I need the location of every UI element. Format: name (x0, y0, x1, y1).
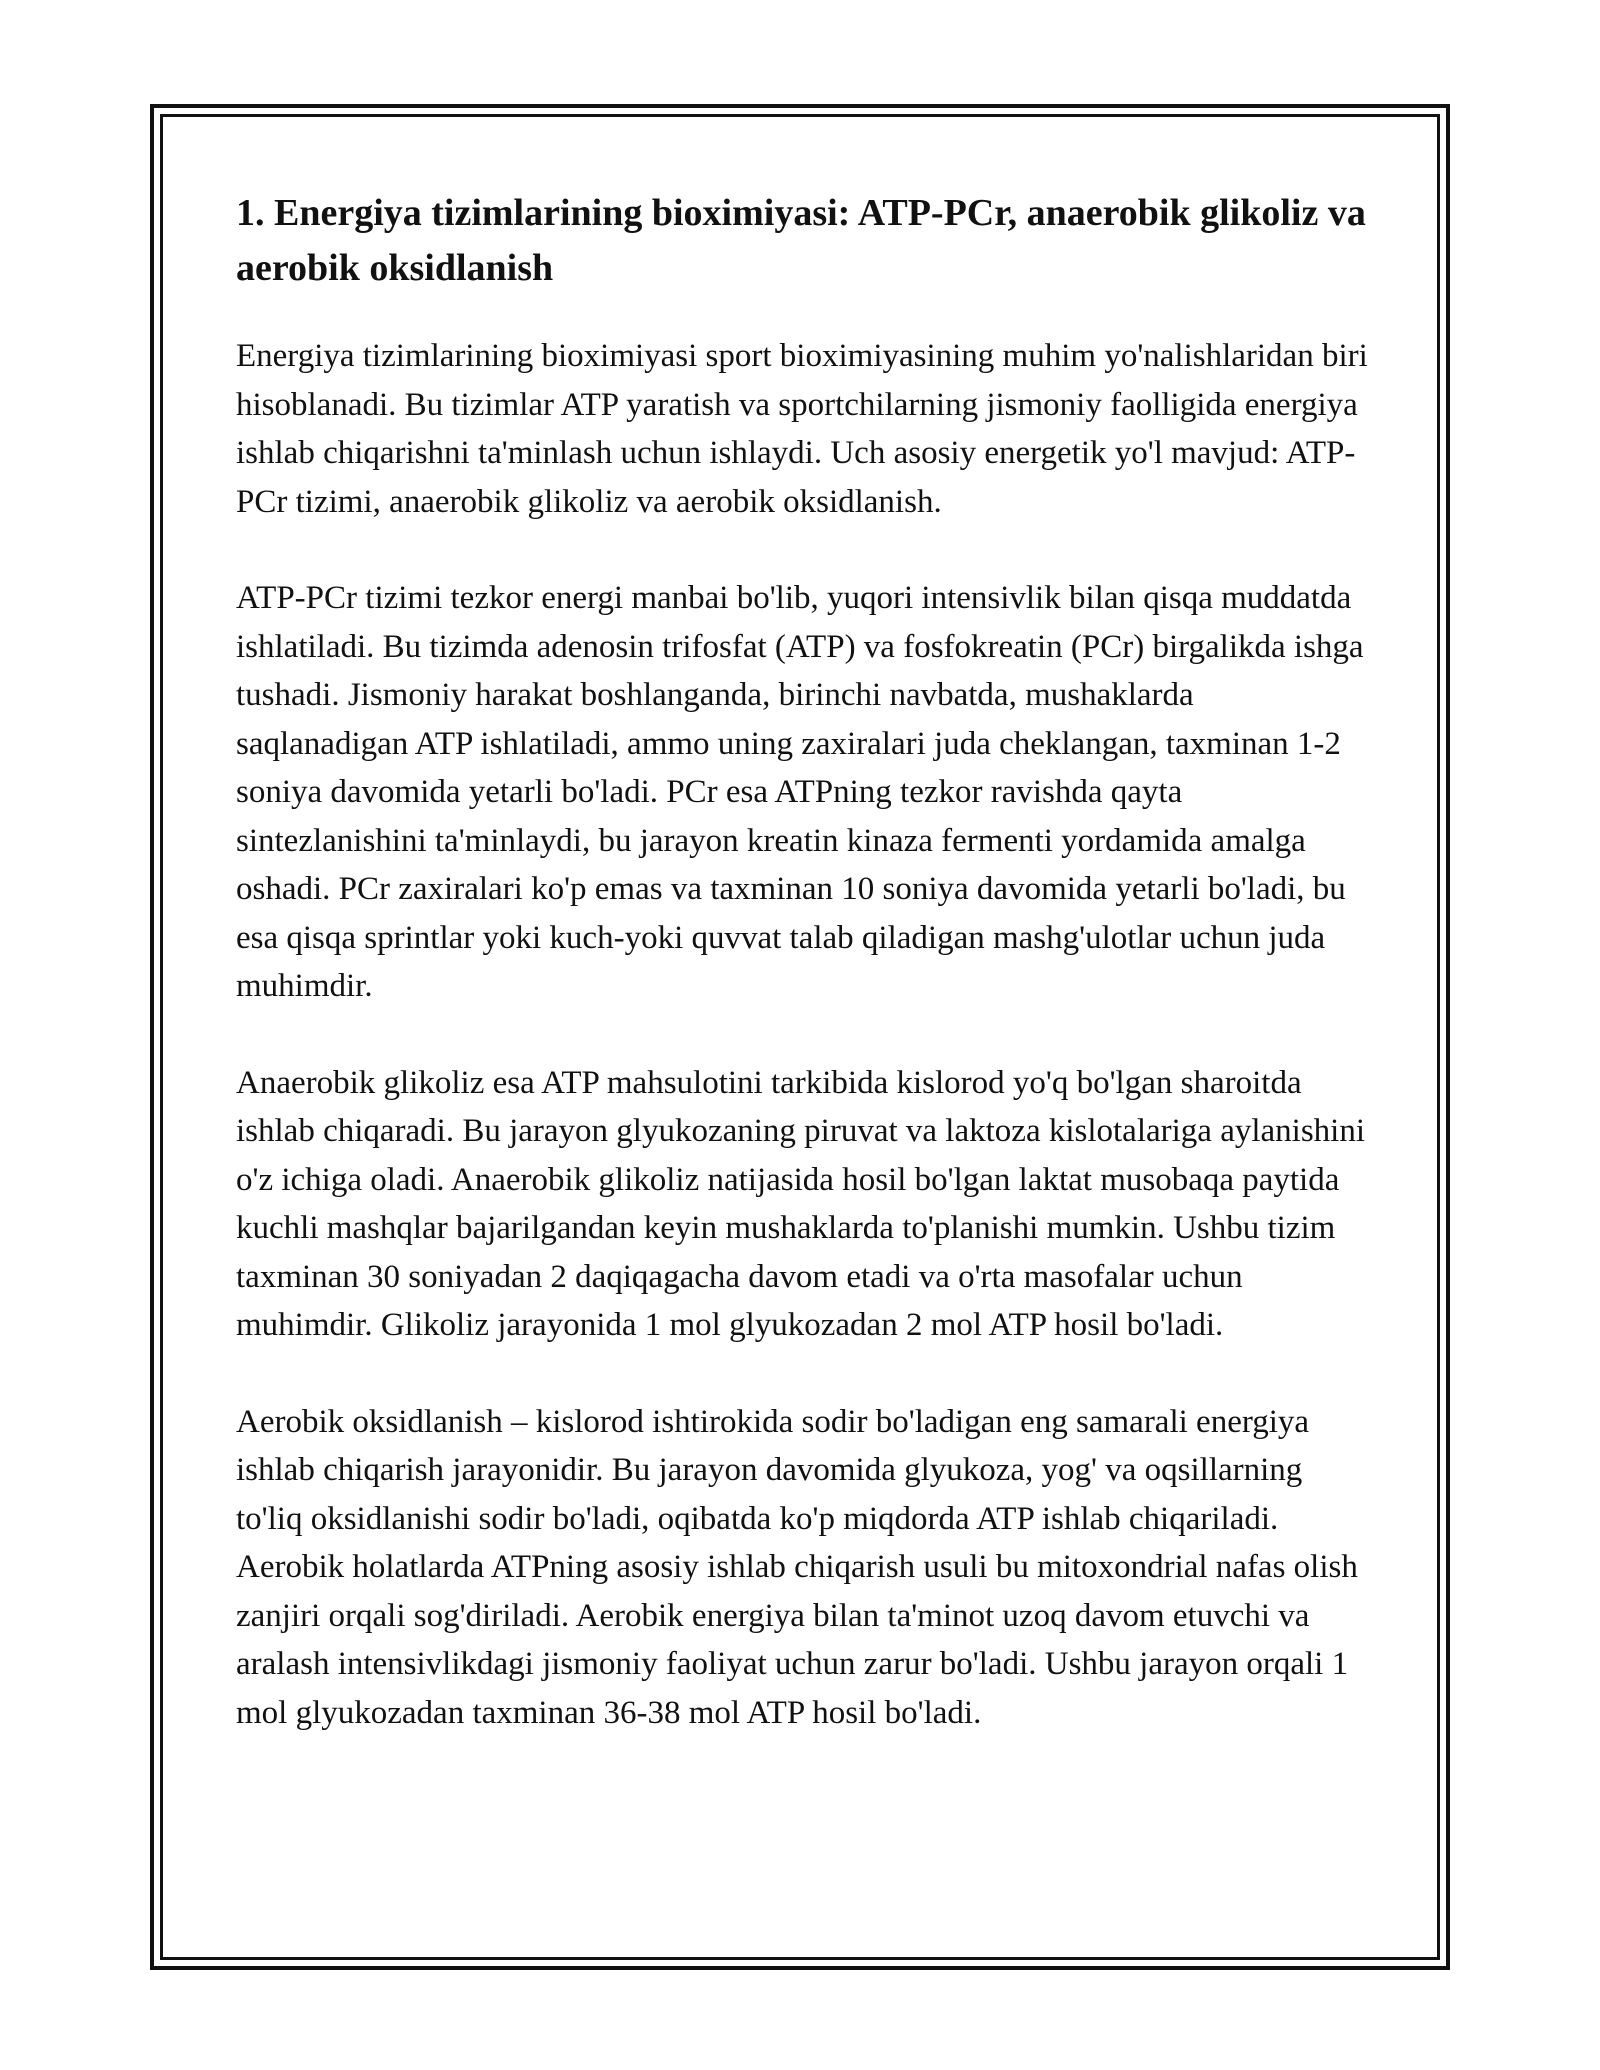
section-title: 1. Energiya tizimlarining bioximiyasi: ATP-PCr, anaerobik glikoliz va aerobik oksidlanish (236, 192, 1366, 289)
paragraph-atp-pcr: ATP-PCr tizimi tezkor energi manbai bo'lib, yuqori intensivlik bilan qisqa muddatda ishlatiladi. Bu tizimda adenosin trifosfat (ATP) va fosfokreatin (PCr) birgalikda ishga tushadi. Jismoniy harakat boshlanganda, birinchi navbatda, mushaklarda saqlanadigan ATP ishlatiladi, ammo uning zaxiralari juda cheklangan, taxminan 1-2 soniya davomida yetarli bo'ladi. PCr esa ATPning tezkor ravishda qayta sintezlanishini ta'minlaydi, bu jarayon kreatin kinaza fermenti yordamida amalga oshadi. PCr zaxiralari ko'p emas va taxminan 10 soniya davomida yetarli bo'ladi, bu esa qisqa sprintlar yoki kuch-yoki quvvat talab qiladigan mashg'ulotlar uchun juda muhimdir. (236, 580, 1364, 1004)
paragraph-anaerobic-glycolysis: Anaerobik glikoliz esa ATP mahsulotini tarkibida kislorod yo'q bo'lgan sharoitda ishlab chiqaradi. Bu jarayon glyukozaning piruvat va laktoza kislotalariga aylanishini o'z ichiga oladi. Anaerobik glikoliz natijasida hosil bo'lgan laktat musobaqa paytida kuchli mashqlar bajarilgandan keyin mushaklarda to'planishi mumkin. Ushbu tizim taxminan 30 soniyadan 2 daqiqagacha davom etadi va o'rta masofalar uchun muhimdir. Glikoliz jarayonida 1 mol glyukozadan 2 mol ATP hosil bo'ladi. (236, 1064, 1366, 1343)
paragraph-aerobic-oxidation: Aerobik oksidlanish – kislorod ishtirokida sodir bo'ladigan eng samarali energiya ishlab chiqarish jarayonidir. Bu jarayon davomida glyukoza, yog' va oqsillarning to'liq oksidlanishi sodir bo'ladi, oqibatda ko'p miqdorda ATP ishlab chiqariladi. Aerobik holatlarda ATPning asosiy ishlab chiqarish usuli bu mitoxondrial nafas olish zanjiri orqali sog'diriladi. Aerobik energiya bilan ta'minot uzoq davom etuvchi va aralash intensivlikdagi jismoniy faoliyat uchun zarur bo'ladi. Ushbu jarayon orqali 1 mol glyukozadan taxminan 36-38 mol ATP hosil bo'ladi. (236, 1403, 1358, 1731)
document-body (236, 186, 1370, 1785)
paragraph-intro: Energiya tizimlarining bioximiyasi sport bioximiyasining muhim yo'nalishlaridan biri hisoblanadi. Bu tizimlar ATP yaratish va sportchilarning jismoniy faolligida energiya ishlab chiqarishni ta'minlash uchun ishlaydi. Uch asosiy energetik yo'l mavjud: ATP-PCr tizimi, anaerobik glikoliz va aerobik oksidlanish. (236, 338, 1368, 520)
